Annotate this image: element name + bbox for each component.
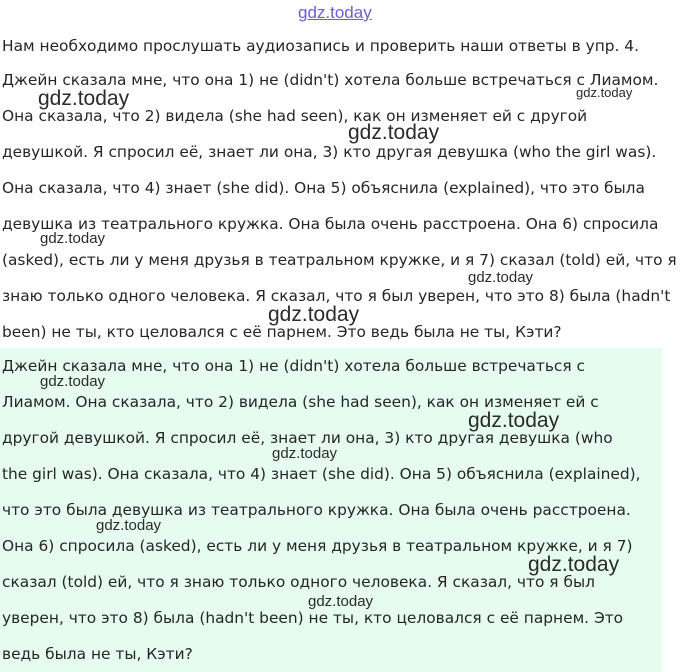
watermark: gdz.today	[348, 121, 440, 144]
site-link-watermark[interactable]: gdz.today	[298, 3, 372, 22]
watermark: gdz.today	[40, 230, 106, 247]
watermark: gdz.today	[268, 303, 360, 326]
watermark: gdz.today	[272, 445, 338, 462]
watermark: gdz.today	[38, 87, 130, 110]
watermark: gdz.today	[308, 593, 374, 610]
watermark: gdz.today	[576, 85, 633, 100]
intro-text: Нам необходимо прослушать аудиозапись и проверить наши ответы в упр. 4.	[2, 37, 639, 55]
watermark: gdz.today	[468, 409, 560, 432]
watermark: gdz.today	[528, 553, 620, 576]
watermark: gdz.today	[96, 517, 162, 534]
answer-paragraph: Джейн сказала мне, что она 1) не (didn't) хотела больше встречаться с Лиамом. Она сказала, что 2) видела (she had seen), как он изменяет ей с другой девушкой. Я спросил её, знает ли она, 3) кто другая девушка (who the girl was). Она сказала, что 4) знает (she did). Она 5) объяснила (explained), что это была девушка из театрального кружка. Она была очень расстроена. Она 6) спросила (asked), есть ли у меня друзья в театральном кружке, и я 7) сказал (told) ей, что я знаю только одного человека. Я сказал, что я был уверен, что это 8) была (hadn't been) не ты, кто целовался с её парнем. Это ведь была не ты, Кэти?	[2, 357, 641, 663]
watermark: gdz.today	[468, 269, 534, 286]
watermark: gdz.today	[40, 373, 106, 390]
text-paragraph: Джейн сказала мне, что она 1) не (didn't) хотела больше встречаться с Лиамом. Она сказала, что 2) видела (she had seen), как он изменяет ей с другой девушкой. Я спросил её, знает ли она, 3) кто другая девушка (who the girl was). Она сказала, что 4) знает (she did). Она 5) объяснила (explained), что это была девушка из театрального кружка. Она была очень расстроена. Она 6) спросила (asked), есть ли у меня друзья в театральном кружке, и я 7) сказал (told) ей, что я знаю только одного человека. Я сказал, что я был уверен, что это 8) была (hadn't been) не ты, кто целовался с её парнем. Это ведь была не ты, Кэти?	[2, 71, 677, 341]
